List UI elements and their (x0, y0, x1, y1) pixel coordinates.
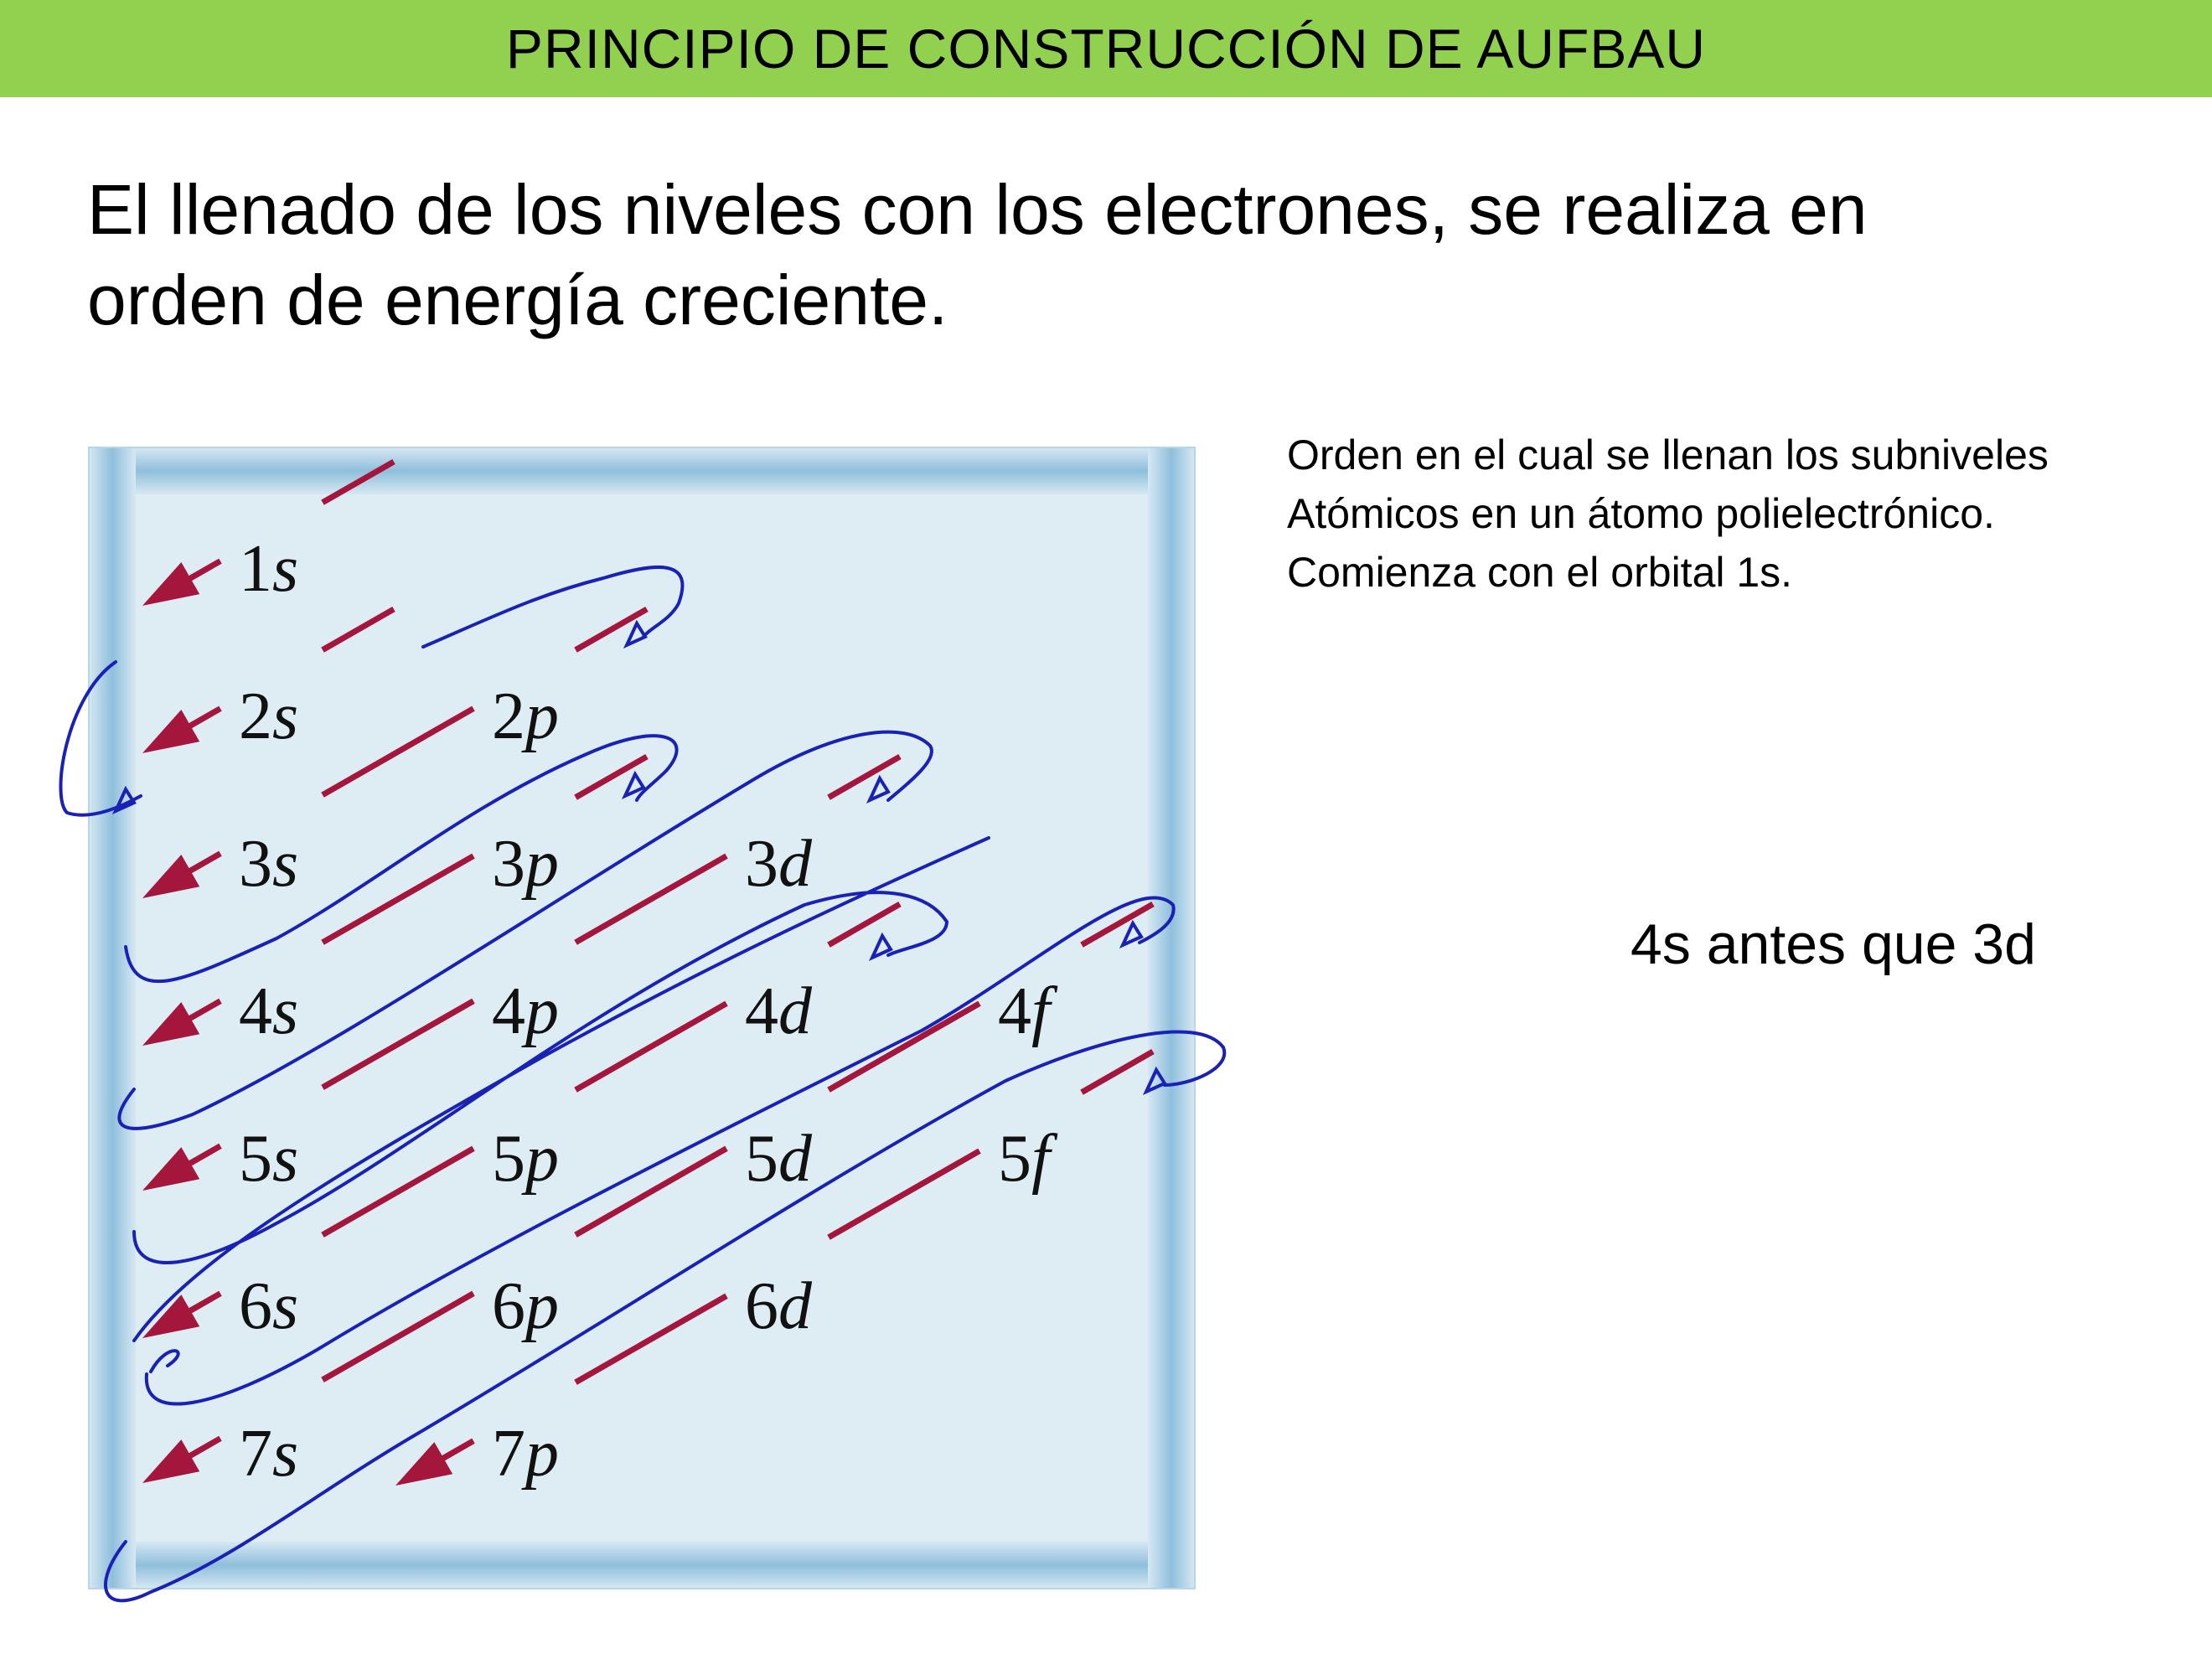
note-line-2: Atómicos en un átomo polielectrónico. (1287, 490, 1995, 537)
orbital-label-7s: 7s (239, 1417, 299, 1491)
orbital-label-7p: 7p (492, 1417, 559, 1491)
note-text (1287, 426, 2209, 602)
orbital-label-2s: 2s (239, 680, 299, 753)
orbital-label-1s: 1s (239, 532, 299, 606)
orbital-label-5d: 5d (745, 1122, 812, 1196)
orbital-label-4f: 4f (998, 974, 1051, 1048)
subtitle-line-1: El llenado de los niveles con los electrones, se realiza en (87, 170, 1868, 249)
orbital-label-4d: 4d (745, 974, 812, 1048)
page-title: PRINCIPIO DE CONSTRUCCIÓN DE AUFBAU (505, 18, 1707, 80)
highlight-text: 4s antes que 3d (1631, 912, 2036, 976)
panel-frame-bottom (89, 1542, 1195, 1589)
orbital-label-5f: 5f (998, 1122, 1051, 1196)
orbital-label-4s: 4s (239, 974, 299, 1048)
orbital-label-6p: 6p (492, 1269, 559, 1343)
orbital-label-2p: 2p (492, 680, 559, 753)
orbital-label-5p: 5p (492, 1122, 559, 1196)
note-line-3: Comienza con el orbital 1s. (1287, 549, 1793, 596)
orbital-label-3d: 3d (745, 827, 812, 901)
orbital-label-3s: 3s (239, 827, 299, 901)
orbital-label-5s: 5s (239, 1122, 299, 1196)
orbital-label-3p: 3p (492, 827, 559, 901)
note-line-1: Orden en el cual se llenan los subniveles (1287, 432, 2049, 478)
panel-frame-left (89, 447, 136, 1589)
orbital-label-6d: 6d (745, 1269, 812, 1343)
orbital-label-4p: 4p (492, 974, 559, 1048)
panel-frame-right (1148, 447, 1195, 1589)
subtitle-line-2: orden de energía creciente. (87, 261, 948, 339)
panel-frame-top (89, 447, 1195, 494)
orbital-label-6s: 6s (239, 1269, 299, 1343)
